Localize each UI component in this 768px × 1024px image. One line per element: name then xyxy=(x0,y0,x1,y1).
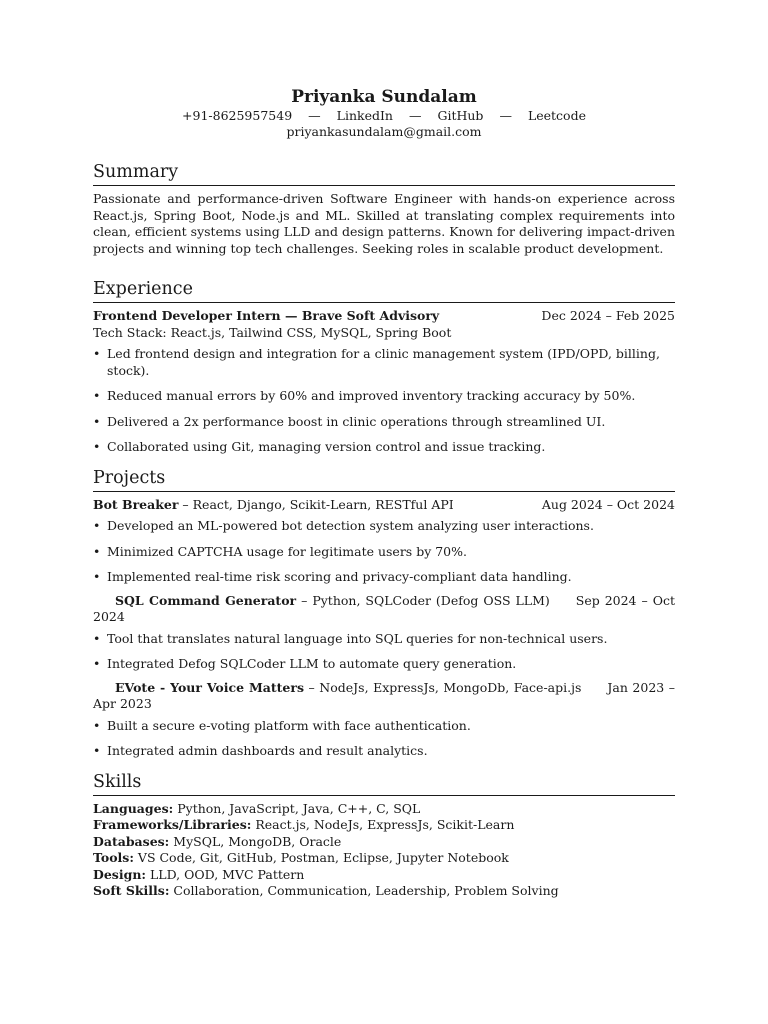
experience-bullets xyxy=(93,346,675,456)
bullet-item: • Led frontend design and integration for a clinic management system (IPD/OPD, billing, stock). xyxy=(93,346,675,379)
project-name: SQL Command Generator xyxy=(115,592,297,608)
skill-row-languages: Languages: Python, JavaScript, Java, C++, C, SQL xyxy=(93,800,421,816)
project-tech: – React, Django, Scikit-Learn, RESTful API xyxy=(178,496,454,512)
project-header-sql-generator xyxy=(93,593,675,626)
skill-row-databases: Databases: MySQL, MongoDB, Oracle xyxy=(93,833,342,849)
linkedin-link[interactable]: LinkedIn xyxy=(336,108,393,123)
separator: — xyxy=(308,108,321,123)
leetcode-link[interactable]: Leetcode xyxy=(527,108,586,123)
contact-line xyxy=(93,108,675,124)
project-name: Bot Breaker xyxy=(93,496,179,512)
skill-row-soft-skills: Soft Skills: Collaboration, Communication, Leadership, Problem Solving xyxy=(93,883,559,898)
bullet-item: • Collaborated using Git, managing version control and issue tracking. xyxy=(93,439,675,456)
separator: — xyxy=(408,108,422,123)
project-bullets xyxy=(93,518,675,586)
experience-section xyxy=(93,279,675,456)
phone-number: +91-8625957549 xyxy=(182,108,293,123)
section-title-summary: Summary xyxy=(93,162,675,186)
project-header-bot-breaker xyxy=(93,497,675,514)
project-header-evote xyxy=(93,680,675,713)
summary-text: Passionate and performance-driven Software Engineer with hands-on experience across React.js, Spring Boot, Node.js and ML. Skilled at translating complex requirements into clean, efficient systems using LLD and design patterns. Known for delivering impact-driven projects and winning top tech challenges. Seeking roles in scalable product development. xyxy=(93,191,675,256)
email-link[interactable]: priyankasundalam@gmail.com xyxy=(286,124,482,139)
project-tech: – Python, SQLCoder (Defog OSS LLM) xyxy=(296,592,550,608)
project-bullets xyxy=(93,631,675,673)
project-bullets xyxy=(93,718,675,760)
project-dates: Jan 2023 – Apr 2023 xyxy=(93,679,675,711)
skill-row-frameworks: Frameworks/Libraries: React.js, NodeJs, ExpressJs, Scikit-Learn xyxy=(93,817,515,832)
skills-list xyxy=(93,801,675,900)
resume-header xyxy=(93,86,675,140)
bullet-item: • Integrated admin dashboards and result analytics. xyxy=(93,743,675,760)
project-name: EVote - Your Voice Matters xyxy=(115,679,305,695)
bullet-item: • Developed an ML-powered bot detection system analyzing user interactions. xyxy=(93,518,675,535)
summary-section xyxy=(93,162,675,257)
bullet-item: • Reduced manual errors by 60% and improved inventory tracking accuracy by 50%. xyxy=(93,388,675,405)
bullet-item: • Built a secure e-voting platform with face authentication. xyxy=(93,718,675,735)
bullet-item: • Implemented real-time risk scoring and privacy-compliant data handling. xyxy=(93,569,675,586)
project-dates: Sep 2024 – Oct 2024 xyxy=(93,592,675,624)
candidate-name: Priyanka Sundalam xyxy=(291,87,477,107)
bullet-item: • Integrated Defog SQLCoder LLM to automate query generation. xyxy=(93,656,675,673)
bullet-item: • Delivered a 2x performance boost in clinic operations through streamlined UI. xyxy=(93,414,675,431)
skills-section xyxy=(93,772,675,900)
section-title-experience: Experience xyxy=(93,279,675,303)
resume-content xyxy=(93,86,675,900)
separator: — xyxy=(499,108,512,123)
project-dates: Aug 2024 – Oct 2024 xyxy=(541,496,675,512)
skill-row-design: Design: LLD, OOD, MVC Pattern xyxy=(93,866,305,882)
section-title-skills: Skills xyxy=(93,772,675,796)
experience-dates: Dec 2024 – Feb 2025 xyxy=(541,308,675,323)
project-tech: – NodeJs, ExpressJs, MongoDb, Face-api.js xyxy=(304,679,582,695)
github-link[interactable]: GitHub xyxy=(437,108,484,123)
experience-entry-header xyxy=(93,308,675,325)
skill-row-tools: Tools: VS Code, Git, GitHub, Postman, Eclipse, Jupyter Notebook xyxy=(93,850,509,865)
experience-tech-stack: Tech Stack: React.js, Tailwind CSS, MySQL, Spring Boot xyxy=(93,324,452,340)
projects-section xyxy=(93,468,675,760)
bullet-item: • Tool that translates natural language into SQL queries for non-technical users. xyxy=(93,631,675,648)
section-title-projects: Projects xyxy=(93,468,675,492)
experience-role: Frontend Developer Intern — Brave Soft Advisory xyxy=(93,308,440,323)
bullet-item: • Minimized CAPTCHA usage for legitimate users by 70%. xyxy=(93,544,675,561)
